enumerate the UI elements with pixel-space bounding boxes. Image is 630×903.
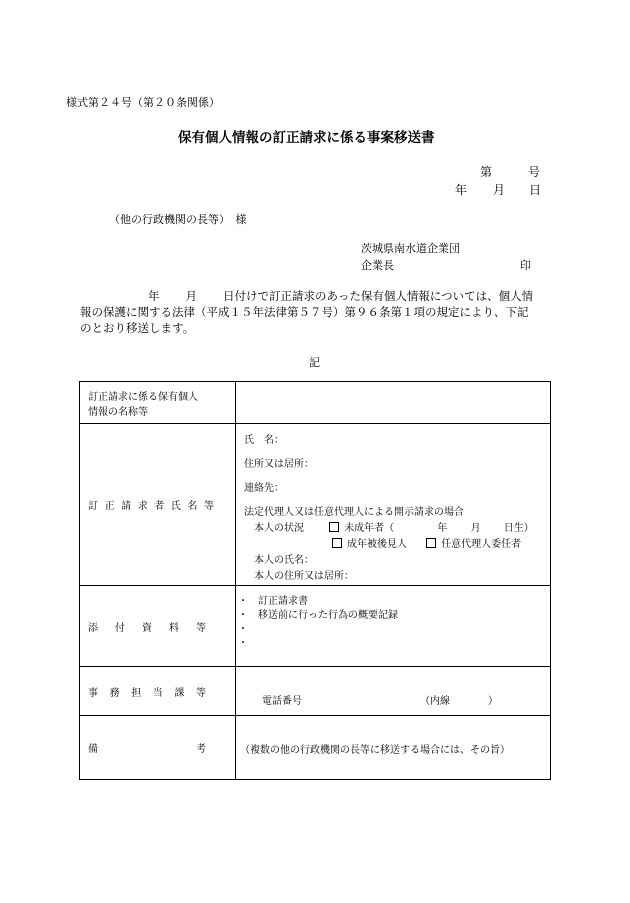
label-attachments-text: 添 付 資 料 等: [88, 622, 206, 634]
row-office: [80, 667, 551, 716]
row-requester: [80, 424, 551, 586]
label-attachments: [80, 586, 236, 667]
minor-label: 未成年者（: [344, 523, 395, 534]
label-office-text: 事 務 担 当 課 等: [88, 687, 206, 699]
label-info-name-line1: 訂正請求に係る保有個人: [88, 391, 198, 403]
date-day: 日: [529, 183, 542, 197]
value-requester: [236, 424, 551, 586]
attachment-item: ・ 移送前に行った行為の概要記録: [238, 610, 398, 621]
adult-guardian-label: 成年被後見人: [347, 539, 407, 550]
value-remarks[interactable]: [236, 716, 551, 780]
phone-label: 電話番号: [262, 696, 302, 707]
row-remarks: [80, 716, 551, 780]
body-text-1: 日付けで訂正請求のあった保有個人情報については、個人情: [223, 289, 534, 303]
attachment-item[interactable]: ・: [238, 638, 248, 649]
principal-address[interactable]: 本人の住所又は居所：: [254, 571, 354, 582]
addressee: （他の行政機関の長等） 様: [109, 213, 247, 226]
principal-name[interactable]: 本人の氏名：: [254, 555, 314, 566]
birth-year: 年: [437, 523, 448, 534]
ki-heading: 記: [309, 356, 320, 369]
label-info-name: [80, 382, 236, 424]
label-remarks-text: 備 考: [88, 744, 206, 755]
adult-guardian-checkbox[interactable]: [332, 538, 342, 548]
status-label: 本人の状況: [254, 523, 304, 534]
attachment-item: ・ 訂正請求書: [238, 596, 308, 607]
label-requester: [80, 424, 236, 586]
status-options-row2: [244, 537, 550, 553]
value-attachments: [236, 586, 551, 667]
value-office[interactable]: [236, 667, 551, 716]
extension-label: （内線: [420, 696, 450, 707]
voluntary-proxy-label: 任意代理人委任者: [441, 539, 522, 550]
extension-close: ）: [488, 696, 498, 707]
principal-status: [244, 521, 550, 537]
body-year: 年: [148, 289, 160, 303]
proxy-note: 法定代理人又は任意代理人による開示請求の場合: [244, 507, 464, 518]
label-office: [80, 667, 236, 716]
remarks-text: （複数の他の行政機関の長等に移送する場合には、その旨）: [240, 745, 510, 756]
sender-title: 企業長: [361, 259, 394, 272]
body-paragraph: [80, 288, 550, 336]
body-text-2: 報の保護に関する法律（平成１５年法律第５７号）第９６条第１項の規定により、下記: [80, 305, 529, 319]
body-text-3: のとおり移送します。: [80, 321, 195, 335]
body-month: 月: [185, 289, 197, 303]
doc-number-go: 号: [528, 165, 541, 179]
row-info-name: [80, 382, 551, 424]
value-info-name[interactable]: [236, 382, 551, 424]
seal-mark: 印: [520, 259, 531, 272]
sender-org: 茨城県南水道企業団: [361, 242, 460, 255]
page-title: 保有個人情報の訂正請求に係る事案移送書: [178, 130, 435, 146]
minor-checkbox[interactable]: [329, 522, 339, 532]
label-info-name-line2: 情報の名称等: [88, 406, 148, 418]
requester-address[interactable]: 住所又は居所：: [244, 459, 314, 470]
date-year: 年: [455, 183, 468, 197]
requester-contact[interactable]: 連絡先：: [244, 483, 284, 494]
attachment-item[interactable]: ・: [238, 624, 248, 635]
birth-month: 月: [470, 523, 481, 534]
form-number: 様式第２４号（第２０条関係）: [66, 96, 220, 109]
voluntary-proxy-checkbox[interactable]: [426, 538, 436, 548]
label-requester-text: 訂 正 請 求 者 氏 名 等: [88, 501, 214, 512]
birth-day: 日生）: [503, 523, 534, 534]
date-month: 月: [493, 183, 506, 197]
requester-name[interactable]: 氏 名：: [244, 435, 284, 446]
transfer-details-table: [79, 381, 551, 780]
row-attachments: [80, 586, 551, 667]
doc-number-dai: 第: [480, 165, 493, 179]
label-remarks: [80, 716, 236, 780]
